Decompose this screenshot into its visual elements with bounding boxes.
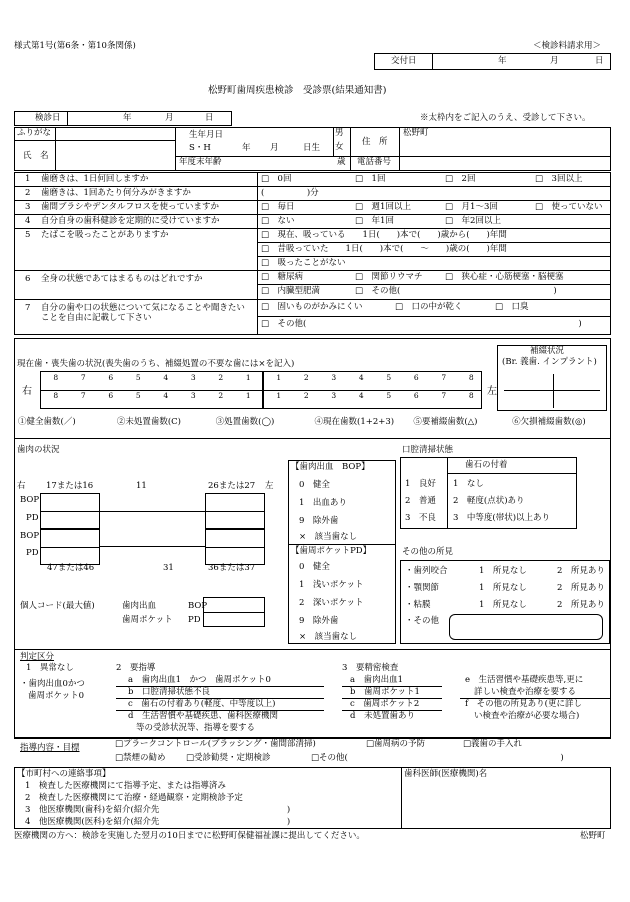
judge-2[interactable]: 2 要指導 xyxy=(116,663,156,673)
lower-tooth-6-right[interactable]: 6 xyxy=(108,391,114,400)
q4-opt-1[interactable]: □ 年1回 xyxy=(355,216,394,226)
q4-opt-2[interactable]: □ 年2回以上 xyxy=(445,216,501,226)
sex-male[interactable]: 男 xyxy=(335,128,344,138)
issue-date-box[interactable]: 交付日 年 月 日 xyxy=(374,53,611,70)
gum-box-lr[interactable] xyxy=(40,529,100,565)
upper-tooth-8-right[interactable]: 8 xyxy=(53,373,59,382)
upper-tooth-6-left[interactable]: 6 xyxy=(413,373,419,382)
upper-tooth-2-left[interactable]: 2 xyxy=(303,373,309,382)
form-number: 様式第1号(第6条・第10条関係) xyxy=(14,41,136,51)
name-label: 氏 名 xyxy=(23,151,49,161)
page-title: 松野町歯周疾患検診 受診票(結果通知書) xyxy=(208,85,387,96)
q7-opt-1[interactable]: □ 口の中が乾く xyxy=(395,302,463,312)
lower-tooth-8-right[interactable]: 8 xyxy=(53,391,59,400)
footer-town: 松野町 xyxy=(580,831,606,841)
lower-tooth-3-left[interactable]: 3 xyxy=(331,391,337,400)
count-2[interactable]: ②未処置歯数(C) xyxy=(116,417,181,427)
guide-smoking[interactable]: □禁煙の勧め xyxy=(115,753,166,763)
sex-female[interactable]: 女 xyxy=(335,142,344,152)
count-6[interactable]: ⑥欠損補綴歯数(◎) xyxy=(512,417,586,427)
q7-opt-2[interactable]: □ 口臭 xyxy=(495,302,529,312)
q1-opt-3[interactable]: □ 3回以上 xyxy=(535,174,583,184)
upper-tooth-4-left[interactable]: 4 xyxy=(358,373,364,382)
fee-label: ＜検診料請求用＞ xyxy=(533,41,602,51)
q5-opt-2[interactable]: □ 吸ったことがない xyxy=(261,258,346,268)
guide-checkup[interactable]: □受診勧奨・定期検診 xyxy=(186,753,271,763)
other-findings[interactable]: ・歯列咬合 1 所見なし 2 所見あり ・顎関節 1 所見なし 2 所見あり ・粘膜 1 所見なし 2 所見あり ・その他 xyxy=(400,560,610,644)
q1-opt-2[interactable]: □ 2回 xyxy=(445,174,476,184)
guide-plaque[interactable]: □プラークコントロール(ブラッシング・歯間部清掃) xyxy=(115,739,316,749)
lower-tooth-8-left[interactable]: 8 xyxy=(468,391,474,400)
gum-box-front[interactable] xyxy=(100,511,205,547)
question-6: 全身の状態であてはまるものはどれですか xyxy=(41,274,203,284)
lower-tooth-1-left[interactable]: 1 xyxy=(276,391,282,400)
lower-tooth-6-left[interactable]: 6 xyxy=(413,391,419,400)
q6-opt-4[interactable]: □ その他( ) xyxy=(355,286,557,296)
lower-tooth-4-right[interactable]: 4 xyxy=(163,391,169,400)
upper-tooth-4-right[interactable]: 4 xyxy=(163,373,169,382)
liaison-3[interactable]: 3 他医療機関(歯科)を紹介(紹介先 ) xyxy=(25,805,291,815)
question-3: 歯間ブラシやデンタルフロスを使っていますか xyxy=(41,202,219,212)
q4-opt-0[interactable]: □ ない xyxy=(261,216,295,226)
upper-tooth-5-left[interactable]: 5 xyxy=(386,373,392,382)
applicant-box: ふりがな 氏 名 生年月日 S・H 年 月 日生 年度末年齢 歳 男 女 住 所 松野町 電話番号 xyxy=(14,127,611,171)
lower-tooth-5-left[interactable]: 5 xyxy=(386,391,392,400)
q6-opt-1[interactable]: □ 関節リウマチ xyxy=(355,272,423,282)
guide-denture[interactable]: □義歯の手入れ xyxy=(463,739,523,749)
upper-tooth-2-right[interactable]: 2 xyxy=(218,373,224,382)
bop-pd-legend: 【歯肉出血 BOP】 0 健全 1 出血あり 9 除外歯 × 該当歯なし 【歯周ポケットPD】 0 健全 1 浅いポケット 2 深いポケット 9 除外歯 × 該当歯なし xyxy=(288,460,396,644)
judge-1[interactable]: 1 異常なし xyxy=(26,663,74,673)
count-4[interactable]: ④現在歯数(1+2+3) xyxy=(314,417,395,427)
q3-opt-3[interactable]: □ 使っていない xyxy=(535,202,603,212)
lower-tooth-7-left[interactable]: 7 xyxy=(441,391,447,400)
question-5: たばこを吸ったことがありますか xyxy=(41,230,169,240)
teeth-title: 現在歯・喪失歯の状況(喪失歯のうち、補綴処置の不要な歯には×を記入) xyxy=(17,359,295,369)
count-5[interactable]: ⑤要補綴歯数(△) xyxy=(413,417,478,427)
liaison-1[interactable]: 1 検査した医療機関にて指導予定、または指導済み xyxy=(25,781,226,791)
count-1[interactable]: ①健全歯数(／) xyxy=(18,417,76,427)
fill-note: ※太枠内をご記入のうえ、受診して下さい。 xyxy=(420,113,591,123)
q5-opt-1[interactable]: □ 昔吸っていた 1日( )本で( ～ )歳の( )年間 xyxy=(261,244,507,254)
judge-title: 判定区分 xyxy=(20,652,55,662)
question-1: 歯磨きは、1日何回しますか xyxy=(41,174,149,184)
upper-tooth-7-left[interactable]: 7 xyxy=(441,373,447,382)
liaison-box: 【市町村への連絡事項】 1 検査した医療機関にて指導予定、または指導済み 2 検査した医療機関にて治療・経過観察・定期検診予定 3 他医療機関(歯科)を紹介(紹介先 ) 4 他医療機関(医科)を紹介(紹介先 ) 歯科医師(医療機関)名 xyxy=(14,767,611,829)
q1-opt-1[interactable]: □ 1回 xyxy=(355,174,386,184)
upper-tooth-1-left[interactable]: 1 xyxy=(276,373,282,382)
upper-tooth-3-left[interactable]: 3 xyxy=(331,373,337,382)
prosthesis-box[interactable]: 補綴状況 (Br. 義歯. インプラント) xyxy=(497,345,607,411)
guide-other[interactable]: □その他( ) xyxy=(311,753,564,763)
question-4: 自分自身の歯科健診を定期的に受けていますか xyxy=(41,216,220,226)
upper-tooth-1-right[interactable]: 1 xyxy=(245,373,251,382)
gum-title: 歯肉の状況 xyxy=(17,445,60,455)
footer-note: 医療機関の方へ：検診を実施した翌月の10日までに松野町保健福祉課に提出してください。 xyxy=(14,831,365,841)
q6-opt-3[interactable]: □ 内臓型肥満 xyxy=(261,286,321,296)
guide-prevent[interactable]: □歯周病の予防 xyxy=(366,739,426,749)
lower-tooth-7-right[interactable]: 7 xyxy=(80,391,86,400)
lower-tooth-1-right[interactable]: 1 xyxy=(245,391,251,400)
lower-tooth-2-right[interactable]: 2 xyxy=(218,391,224,400)
counts-row xyxy=(16,415,609,435)
oral-title: 口腔清掃状態 xyxy=(402,445,454,455)
oral-table[interactable]: 歯石の付着 1 良好 1 なし 2 普通 2 軽度(点状)あり 3 不良 3 中等度(帯状)以上あり xyxy=(400,457,577,529)
upper-tooth-7-right[interactable]: 7 xyxy=(80,373,86,382)
upper-tooth-6-right[interactable]: 6 xyxy=(108,373,114,382)
q3-opt-0[interactable]: □ 毎日 xyxy=(261,202,295,212)
liaison-4[interactable]: 4 他医療機関(医科)を紹介(紹介先 ) xyxy=(25,817,291,827)
q7-opt-0[interactable]: □ 固いものがかみにくい xyxy=(261,302,363,312)
personal-code-box[interactable] xyxy=(203,597,265,627)
lower-tooth-4-left[interactable]: 4 xyxy=(358,391,364,400)
q6-opt-0[interactable]: □ 糖尿病 xyxy=(261,272,304,282)
upper-tooth-5-right[interactable]: 5 xyxy=(135,373,141,382)
q2-minutes[interactable]: ( )分 xyxy=(261,188,319,198)
teeth-chart[interactable] xyxy=(40,371,482,409)
furigana-label: ふりがな xyxy=(17,128,52,138)
exam-date-box[interactable]: 検診日 年 月 日 xyxy=(14,111,232,126)
gum-box-ul[interactable] xyxy=(205,493,265,529)
question-2: 歯磨きは、1回あたり何分みがきますか xyxy=(41,188,191,198)
gum-box-ll[interactable] xyxy=(205,529,265,565)
count-3[interactable]: ③処置歯数(◯) xyxy=(215,417,275,427)
judge-3[interactable]: 3 要精密検査 xyxy=(342,663,399,673)
q3-opt-2[interactable]: □ 月1～3回 xyxy=(445,202,498,212)
upper-tooth-8-left[interactable]: 8 xyxy=(468,373,474,382)
questionnaire: 1 歯磨きは、1日何回しますか □ 0回 □ 1回 □ 2回 □ 3回以上 2 歯磨きは、1回あたり何分みがきますか ( )分 3 歯間ブラシやデンタルフロスを使っていますか □ 毎日 □ 週1回以上 □ 月1～3回 □ 使っていない 4 自分自身の歯科健診を定期的に受けていますか □ ない □ 年1回 □ 年2回以上 5 たばこを吸ったことがありますか □ 現在、吸っている 1日( )本で( )歳から( )年間 □ 昔吸っていた 1日( )本で( ～ )歳の( )年間 □ 吸ったことがない 6 全身の状態であてはまるものはどれですか □ 糖尿病 □ 関節リウマチ □ 狭心症・心筋梗塞・脳梗塞 □ 内臓型肥満 □ その他( ) 7 自分の歯や口の状態について気になることや聞きたいことを自由に記載して下さい □ 固いものがかみにくい □ 口の中が乾く □ 口臭 □ その他( ) xyxy=(14,172,611,335)
q6-opt-2[interactable]: □ 狭心症・心筋梗塞・脳梗塞 xyxy=(445,272,564,282)
lower-tooth-3-right[interactable]: 3 xyxy=(190,391,196,400)
upper-tooth-3-right[interactable]: 3 xyxy=(190,373,196,382)
gum-box-ur[interactable] xyxy=(40,493,100,529)
q5-opt-0[interactable]: □ 現在、吸っている 1日( )本で( )歳から( )年間 xyxy=(261,230,507,240)
q7-opt-3[interactable]: □ その他( ) xyxy=(261,319,582,329)
lower-tooth-5-right[interactable]: 5 xyxy=(135,391,141,400)
lower-tooth-2-left[interactable]: 2 xyxy=(303,391,309,400)
q1-opt-0[interactable]: □ 0回 xyxy=(261,174,292,184)
question-7: 自分の歯や口の状態について気になることや聞きたいことを自由に記載して下さい xyxy=(41,303,245,323)
liaison-2[interactable]: 2 検査した医療機関にて治療・経過観察・定期検診予定 xyxy=(25,793,243,803)
q3-opt-1[interactable]: □ 週1回以上 xyxy=(355,202,411,212)
